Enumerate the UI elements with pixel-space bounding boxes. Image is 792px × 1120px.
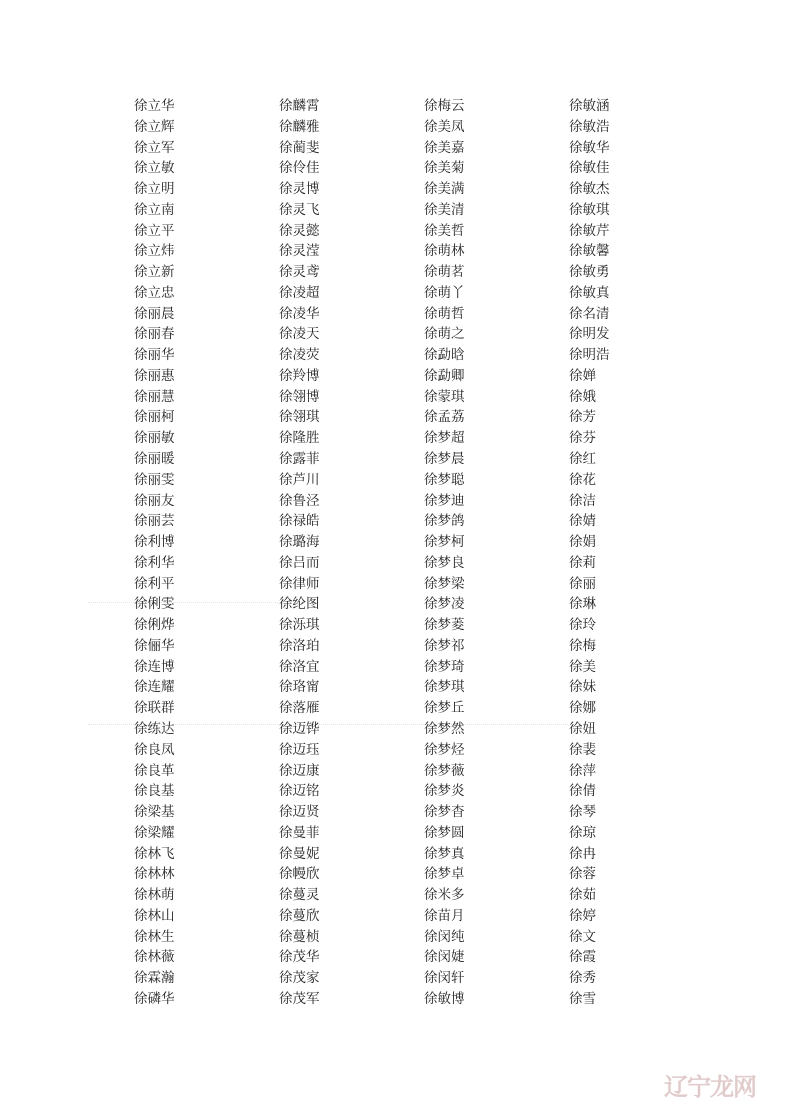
name-item: 徐泺琪 — [279, 617, 320, 634]
name-item: 徐梦琪 — [424, 679, 465, 696]
name-item: 徐梦薇 — [424, 762, 465, 779]
name-item: 徐蔓桢 — [279, 928, 320, 945]
name-item: 徐连耀 — [134, 679, 175, 696]
name-item: 徐芦川 — [279, 471, 320, 488]
name-item: 徐伶佳 — [279, 160, 320, 177]
name-item: 徐翎琪 — [279, 409, 320, 426]
name-item: 徐梦真 — [424, 845, 465, 862]
name-item: 徐红 — [569, 451, 596, 468]
name-item: 徐丽晨 — [134, 305, 175, 322]
name-item: 徐林飞 — [134, 845, 175, 862]
name-item: 徐林生 — [134, 928, 175, 945]
name-item: 徐立军 — [134, 139, 175, 156]
name-item: 徐萌茗 — [424, 264, 465, 281]
name-item: 徐丽春 — [134, 326, 175, 343]
name-item: 徐梦菱 — [424, 617, 465, 634]
name-item: 徐立炜 — [134, 243, 175, 260]
name-item: 徐娜 — [569, 700, 596, 717]
name-item: 徐名清 — [569, 305, 610, 322]
name-item: 徐立华 — [134, 98, 175, 114]
name-item: 徐勐晗 — [424, 347, 465, 364]
name-item: 徐美清 — [424, 201, 465, 218]
name-item: 徐立新 — [134, 264, 175, 281]
name-item: 徐梦晨 — [424, 451, 465, 468]
name-column — [134, 96, 279, 1010]
name-item: 徐梅 — [569, 637, 596, 654]
name-item: 徐林林 — [134, 866, 175, 883]
name-item: 徐敏浩 — [569, 118, 610, 135]
name-item: 徐凌荧 — [279, 347, 320, 364]
name-item: 徐闵轩 — [424, 970, 465, 987]
name-item: 徐梦柯 — [424, 534, 465, 551]
name-item: 徐立南 — [134, 201, 175, 218]
name-item: 徐梦良 — [424, 554, 465, 571]
name-item: 徐莉 — [569, 554, 596, 571]
name-item: 徐萌哲 — [424, 305, 465, 322]
name-item: 徐霞 — [569, 949, 596, 966]
name-item: 徐妹 — [569, 679, 596, 696]
name-item: 徐利华 — [134, 554, 175, 571]
name-item: 徐立辉 — [134, 118, 175, 135]
name-item: 徐勐卿 — [424, 367, 465, 384]
name-item: 徐纶图 — [279, 596, 320, 613]
name-item: 徐麟霄 — [279, 98, 320, 114]
name-item: 徐灵滢 — [279, 243, 320, 260]
name-item: 徐梦然 — [424, 720, 465, 737]
name-item: 徐练达 — [134, 720, 175, 737]
name-item: 徐丽敏 — [134, 430, 175, 447]
name-item: 徐幔欣 — [279, 866, 320, 883]
names-grid — [134, 96, 714, 1010]
name-item: 徐隆胜 — [279, 430, 320, 447]
name-item: 徐禄皓 — [279, 513, 320, 530]
name-item: 徐芳 — [569, 409, 596, 426]
name-item: 徐良基 — [134, 783, 175, 800]
name-item: 徐美 — [569, 658, 596, 675]
name-item: 徐俐烨 — [134, 617, 175, 634]
name-item: 徐梦卓 — [424, 866, 465, 883]
name-item: 徐俪华 — [134, 637, 175, 654]
name-item: 徐丽暖 — [134, 451, 175, 468]
name-item: 徐丽惠 — [134, 367, 175, 384]
name-item: 徐萌之 — [424, 326, 465, 343]
name-item: 徐琼 — [569, 824, 596, 841]
name-item: 徐律师 — [279, 575, 320, 592]
name-item: 徐良革 — [134, 762, 175, 779]
name-item: 徐倩 — [569, 783, 596, 800]
name-item: 徐敏华 — [569, 139, 610, 156]
name-item: 徐磷华 — [134, 990, 175, 1007]
name-item: 徐美凤 — [424, 118, 465, 135]
name-item: 徐迈珏 — [279, 741, 320, 758]
name-item: 徐娟 — [569, 534, 596, 551]
name-item: 徐玲 — [569, 617, 596, 634]
name-item: 徐联群 — [134, 700, 175, 717]
name-item: 徐敏芹 — [569, 222, 610, 239]
name-item: 徐梦烃 — [424, 741, 465, 758]
name-item: 徐美菊 — [424, 160, 465, 177]
name-item: 徐梦圆 — [424, 824, 465, 841]
name-item: 徐美哲 — [424, 222, 465, 239]
name-item: 徐丽友 — [134, 492, 175, 509]
name-item: 徐婷 — [569, 907, 596, 924]
name-item: 徐萌丫 — [424, 284, 465, 301]
name-item: 徐林薇 — [134, 949, 175, 966]
name-item: 徐丽慧 — [134, 388, 175, 405]
name-item: 徐蓉 — [569, 866, 596, 883]
name-column — [424, 96, 569, 1010]
name-item: 徐美嘉 — [424, 139, 465, 156]
name-item: 徐裴 — [569, 741, 596, 758]
name-item: 徐敏博 — [424, 990, 465, 1007]
name-item: 徐灵懿 — [279, 222, 320, 239]
name-item: 徐秀 — [569, 970, 596, 987]
name-item: 徐利博 — [134, 534, 175, 551]
name-item: 徐林山 — [134, 907, 175, 924]
name-item: 徐珞甯 — [279, 679, 320, 696]
name-item: 徐丽 — [569, 575, 596, 592]
name-column — [279, 96, 424, 1010]
name-item: 徐敏馨 — [569, 243, 610, 260]
name-item: 徐梦炎 — [424, 783, 465, 800]
name-item: 徐凌华 — [279, 305, 320, 322]
name-item: 徐芬 — [569, 430, 596, 447]
name-item: 徐明浩 — [569, 347, 610, 364]
name-item: 徐敏琪 — [569, 201, 610, 218]
name-item: 徐敏涵 — [569, 98, 610, 114]
name-item: 徐茂家 — [279, 970, 320, 987]
name-item: 徐迈贤 — [279, 804, 320, 821]
name-item: 徐孟荔 — [424, 409, 465, 426]
name-item: 徐蒙琪 — [424, 388, 465, 405]
name-item: 徐茂军 — [279, 990, 320, 1007]
name-column — [569, 96, 714, 1010]
name-item: 徐敏杰 — [569, 181, 610, 198]
name-item: 徐连博 — [134, 658, 175, 675]
name-item: 徐曼菲 — [279, 824, 320, 841]
name-item: 徐敏勇 — [569, 264, 610, 281]
name-item: 徐璐海 — [279, 534, 320, 551]
name-item: 徐洁 — [569, 492, 596, 509]
name-item: 徐雪 — [569, 990, 596, 1007]
name-item: 徐凌天 — [279, 326, 320, 343]
name-item: 徐灵博 — [279, 181, 320, 198]
name-item: 徐敏佳 — [569, 160, 610, 177]
name-item: 徐林萌 — [134, 887, 175, 904]
name-item: 徐丽芸 — [134, 513, 175, 530]
name-item: 徐梦超 — [424, 430, 465, 447]
name-item: 徐迈铭 — [279, 783, 320, 800]
name-item: 徐立明 — [134, 181, 175, 198]
name-item: 徐婧 — [569, 513, 596, 530]
name-item: 徐霖瀚 — [134, 970, 175, 987]
name-item: 徐婵 — [569, 367, 596, 384]
name-item: 徐梁基 — [134, 804, 175, 821]
name-item: 徐立平 — [134, 222, 175, 239]
site-watermark: 辽宁龙网 — [664, 1073, 756, 1101]
name-item: 徐梅云 — [424, 98, 465, 114]
name-item: 徐妞 — [569, 720, 596, 737]
name-item: 徐麟雅 — [279, 118, 320, 135]
name-item: 徐落雁 — [279, 700, 320, 717]
name-item: 徐利平 — [134, 575, 175, 592]
name-item: 徐梦丘 — [424, 700, 465, 717]
name-item: 徐露菲 — [279, 451, 320, 468]
name-item: 徐俐雯 — [134, 596, 175, 613]
name-item: 徐洛珀 — [279, 637, 320, 654]
name-item: 徐翎博 — [279, 388, 320, 405]
name-item: 徐凌超 — [279, 284, 320, 301]
name-item: 徐迈康 — [279, 762, 320, 779]
name-item: 徐曼妮 — [279, 845, 320, 862]
name-item: 徐娥 — [569, 388, 596, 405]
name-item: 徐迈铧 — [279, 720, 320, 737]
name-item: 徐明发 — [569, 326, 610, 343]
name-item: 徐茹 — [569, 887, 596, 904]
name-item: 徐蔺斐 — [279, 139, 320, 156]
name-item: 徐洛宜 — [279, 658, 320, 675]
name-item: 徐闵婕 — [424, 949, 465, 966]
name-item: 徐立敏 — [134, 160, 175, 177]
name-item: 徐鲁泾 — [279, 492, 320, 509]
name-item: 徐琳 — [569, 596, 596, 613]
name-item: 徐蔓灵 — [279, 887, 320, 904]
name-item: 徐良凤 — [134, 741, 175, 758]
name-item: 徐文 — [569, 928, 596, 945]
name-item: 徐丽雯 — [134, 471, 175, 488]
name-item: 徐琴 — [569, 804, 596, 821]
name-item: 徐梦鸽 — [424, 513, 465, 530]
name-item: 徐花 — [569, 471, 596, 488]
name-item: 徐闵纯 — [424, 928, 465, 945]
name-item: 徐梁耀 — [134, 824, 175, 841]
name-item: 徐梦琦 — [424, 658, 465, 675]
name-item: 徐梦迪 — [424, 492, 465, 509]
name-item: 徐苗月 — [424, 907, 465, 924]
name-item: 徐梦聪 — [424, 471, 465, 488]
name-item: 徐梦祁 — [424, 637, 465, 654]
name-item: 徐梦凌 — [424, 596, 465, 613]
name-item: 徐梦梁 — [424, 575, 465, 592]
name-item: 徐羚博 — [279, 367, 320, 384]
name-item: 徐美满 — [424, 181, 465, 198]
name-item: 徐丽华 — [134, 347, 175, 364]
name-item: 徐蔓欣 — [279, 907, 320, 924]
name-item: 徐丽柯 — [134, 409, 175, 426]
name-item: 徐米多 — [424, 887, 465, 904]
name-item: 徐梦杳 — [424, 804, 465, 821]
name-item: 徐灵鸢 — [279, 264, 320, 281]
name-item: 徐冉 — [569, 845, 596, 862]
name-item: 徐敏真 — [569, 284, 610, 301]
name-item: 徐灵飞 — [279, 201, 320, 218]
name-item: 徐萍 — [569, 762, 596, 779]
name-item: 徐萌林 — [424, 243, 465, 260]
name-item: 徐立忠 — [134, 284, 175, 301]
name-item: 徐吕而 — [279, 554, 320, 571]
name-item: 徐茂华 — [279, 949, 320, 966]
